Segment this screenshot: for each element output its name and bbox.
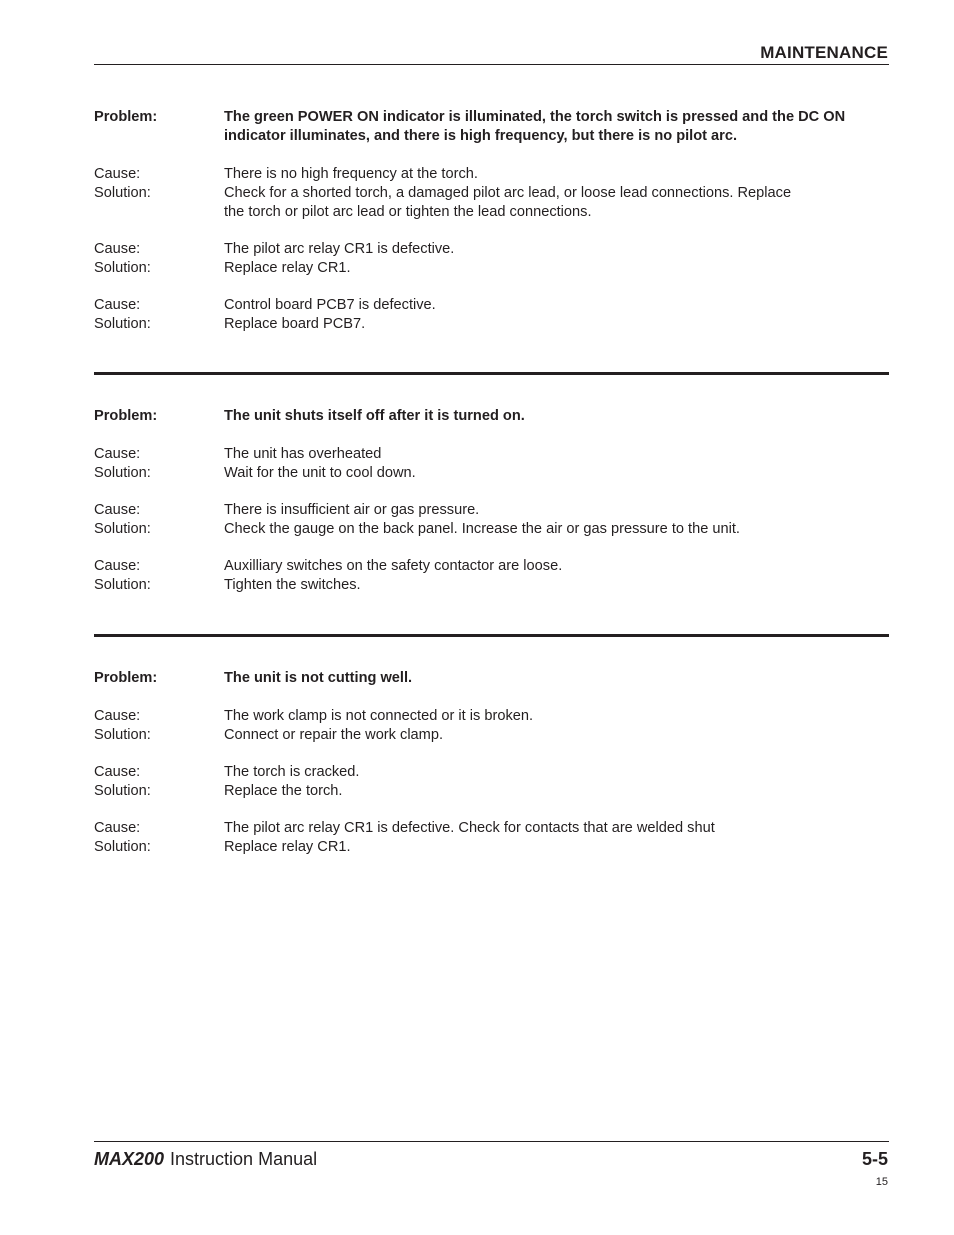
solution-row [94, 576, 889, 595]
solution-row [94, 838, 889, 857]
footer-divider [94, 1141, 889, 1142]
solution-text: Check the gauge on the back panel. Increase the air or gas pressure to the unit. [224, 521, 740, 537]
solution-text: Replace relay CR1. [224, 839, 351, 855]
solution-label: Solution: [94, 465, 151, 481]
problem-text: The unit shuts itself off after it is turned on. [224, 408, 525, 424]
solution-row [94, 184, 889, 222]
cause-text: The pilot arc relay CR1 is defective. Check for contacts that are welded shut [224, 820, 715, 836]
solution-row [94, 782, 889, 801]
page-number: 15 [875, 1176, 888, 1188]
cause-row [94, 240, 889, 259]
section-page-number: 5-5 [861, 1149, 888, 1169]
cause-row [94, 557, 889, 576]
cause-text: The torch is cracked. [224, 764, 360, 780]
cause-label: Cause: [94, 241, 141, 257]
solution-label: Solution: [94, 783, 151, 799]
problem-text: The green POWER ON indicator is illuminated, the torch switch is pressed and the DC ON indicator illuminates, and there is high frequency, but there is no pilot arc. [224, 109, 846, 144]
solution-row [94, 464, 889, 483]
model-name: MAX200 [94, 1149, 165, 1169]
cause-row [94, 707, 889, 726]
cause-text: The pilot arc relay CR1 is defective. [224, 241, 455, 257]
problem-row [94, 407, 889, 426]
cause-label: Cause: [94, 820, 141, 836]
troubleshooting-section-3 [94, 669, 889, 857]
solution-text: Tighten the switches. [224, 577, 361, 593]
cause-label: Cause: [94, 708, 141, 724]
footer-manual-title [94, 1149, 317, 1170]
cause-label: Cause: [94, 297, 141, 313]
solution-label: Solution: [94, 316, 151, 332]
cause-row [94, 165, 889, 184]
problem-label: Problem: [94, 109, 158, 125]
solution-text: Connect or repair the work clamp. [224, 727, 443, 743]
section-divider [94, 372, 889, 375]
solution-row [94, 726, 889, 745]
solution-label: Solution: [94, 727, 151, 743]
cause-text: There is no high frequency at the torch. [224, 166, 478, 182]
solution-label: Solution: [94, 577, 151, 593]
cause-row [94, 445, 889, 464]
problem-text: The unit is not cutting well. [224, 670, 413, 686]
solution-row [94, 259, 889, 278]
cause-label: Cause: [94, 446, 141, 462]
solution-row [94, 520, 889, 539]
cause-row [94, 819, 889, 838]
section-divider [94, 634, 889, 637]
cause-text: The work clamp is not connected or it is broken. [224, 708, 534, 724]
header-divider [94, 64, 889, 65]
troubleshooting-section-2 [94, 407, 889, 595]
cause-text: Auxilliary switches on the safety contactor are loose. [224, 558, 563, 574]
solution-label: Solution: [94, 185, 151, 201]
problem-label: Problem: [94, 408, 158, 424]
solution-label: Solution: [94, 521, 151, 537]
solution-text: Replace the torch. [224, 783, 343, 799]
cause-label: Cause: [94, 166, 141, 182]
problem-row [94, 669, 889, 688]
solution-row [94, 315, 889, 334]
section-heading: MAINTENANCE [760, 43, 888, 62]
cause-row [94, 296, 889, 315]
cause-row [94, 763, 889, 782]
cause-label: Cause: [94, 558, 141, 574]
solution-label: Solution: [94, 260, 151, 276]
manual-name: Instruction Manual [170, 1149, 318, 1169]
cause-text: Control board PCB7 is defective. [224, 297, 436, 313]
cause-text: There is insufficient air or gas pressure. [224, 502, 480, 518]
solution-text: Replace relay CR1. [224, 260, 351, 276]
cause-label: Cause: [94, 764, 141, 780]
problem-row [94, 108, 889, 146]
cause-text: The unit has overheated [224, 446, 382, 462]
solution-label: Solution: [94, 839, 151, 855]
cause-label: Cause: [94, 502, 141, 518]
troubleshooting-section-1 [94, 108, 889, 334]
problem-label: Problem: [94, 670, 158, 686]
solution-text: Wait for the unit to cool down. [224, 465, 416, 481]
solution-text: Replace board PCB7. [224, 316, 366, 332]
solution-text: Check for a shorted torch, a damaged pilot arc lead, or loose lead connections. Replace the torch or pilot arc lead or tighten the lead connections. [224, 185, 792, 220]
cause-row [94, 501, 889, 520]
